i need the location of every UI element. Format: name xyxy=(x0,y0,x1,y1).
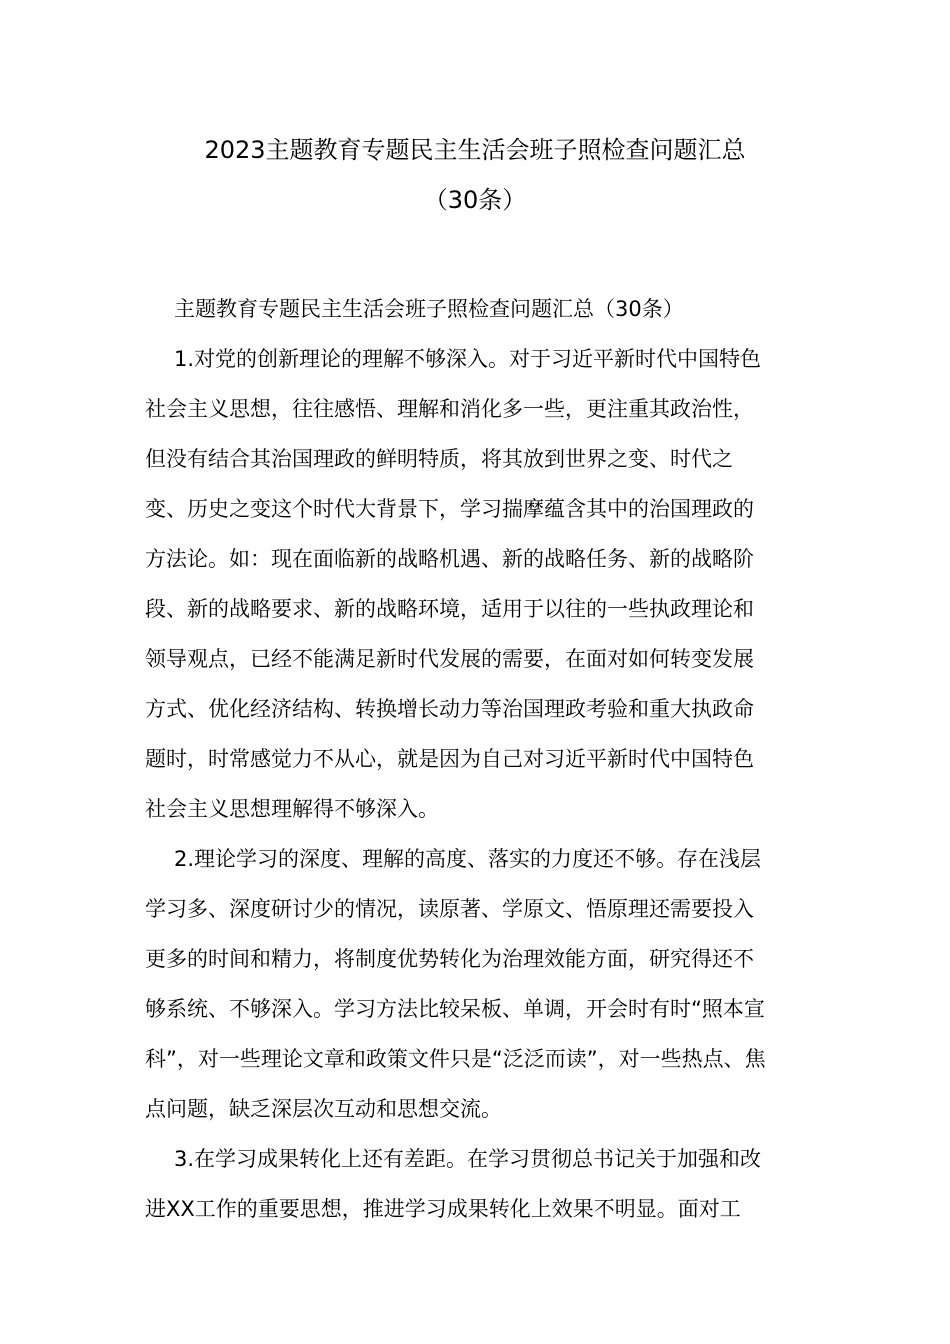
text-line: 2.理论学习的深度、理解的高度、落实的力度还不够。存在浅层 xyxy=(174,847,762,871)
document-title: 2023主题教育专题民主生活会班子照检查问题汇总 xyxy=(204,136,746,164)
text-line: 社会主义思想理解得不够深入。 xyxy=(145,797,439,821)
issue-paragraph-2 xyxy=(145,834,807,1134)
text-line: 方式、优化经济结构、转换增长动力等治国理政考验和重大执政命 xyxy=(145,697,754,721)
text-line: 1.对党的创新理论的理解不够深入。对于习近平新时代中国特色 xyxy=(174,347,762,371)
text-line: 但没有结合其治国理政的鲜明特质，将其放到世界之变、时代之 xyxy=(145,447,733,471)
text-line: 主题教育专题民主生活会班子照检查问题汇总（30条） xyxy=(174,297,684,321)
issue-paragraph-1 xyxy=(145,334,807,834)
issue-paragraph-3 xyxy=(145,1134,807,1234)
document-title-count: （30条） xyxy=(423,186,527,214)
text-line: 社会主义思想，往往感悟、理解和消化多一些，更注重其政治性， xyxy=(145,397,754,421)
text-line: 科”，对一些理论文章和政策文件只是“泛泛而读”，对一些热点、焦 xyxy=(145,1047,766,1071)
text-line: 学习多、深度研讨少的情况，读原著、学原文、悟原理还需要投入 xyxy=(145,897,754,921)
document-body xyxy=(145,284,807,1234)
text-line: 题时，时常感觉力不从心，就是因为自己对习近平新时代中国特色 xyxy=(145,747,754,771)
intro-paragraph xyxy=(145,284,807,334)
text-line: 进XX工作的重要思想，推进学习成果转化上效果不明显。面对工 xyxy=(145,1197,741,1221)
text-line: 领导观点，已经不能满足新时代发展的需要，在面对如何转变发展 xyxy=(145,647,754,671)
text-line: 方法论。如：现在面临新的战略机遇、新的战略任务、新的战略阶 xyxy=(145,547,754,571)
text-line: 变、历史之变这个时代大背景下，学习揣摩蕴含其中的治国理政的 xyxy=(145,497,754,521)
text-line: 更多的时间和精力，将制度优势转化为治理效能方面，研究得还不 xyxy=(145,947,754,971)
text-line: 段、新的战略要求、新的战略环境，适用于以往的一些执政理论和 xyxy=(145,597,754,621)
text-line: 3.在学习成果转化上还有差距。在学习贯彻总书记关于加强和改 xyxy=(174,1147,762,1171)
text-line: 够系统、不够深入。学习方法比较呆板、单调，开会时有时“照本宣 xyxy=(145,997,765,1021)
text-line: 点问题，缺乏深层次互动和思想交流。 xyxy=(145,1097,502,1121)
